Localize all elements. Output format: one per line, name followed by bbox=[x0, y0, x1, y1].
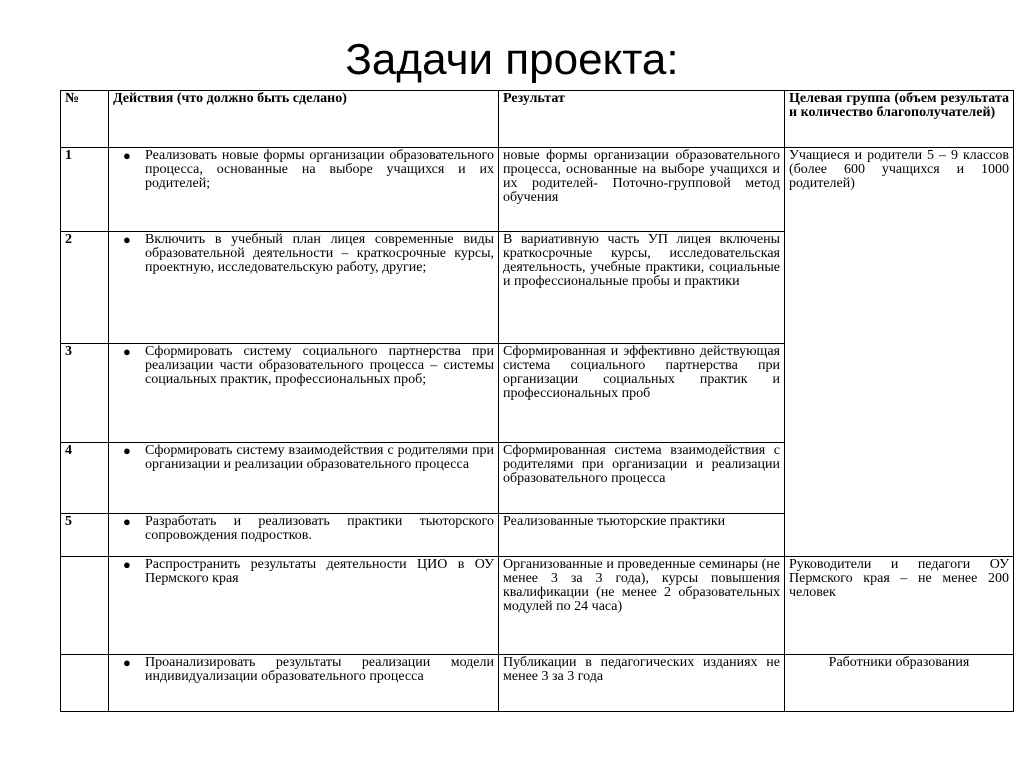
action-cell bbox=[109, 655, 499, 712]
result-cell: Реализованные тьюторские практики bbox=[499, 514, 785, 557]
bullet-dot-icon: ● bbox=[123, 443, 131, 458]
action-text: Проанализировать результаты реализации модели индивидуализации образовательного процесса bbox=[145, 655, 494, 684]
action-text: Сформировать систему социального партнерства при реализации части образовательного процесса – системы социальных практик, профессиональных проб; bbox=[145, 344, 494, 387]
target-cell bbox=[785, 655, 1014, 712]
bullet-dot-icon: ● bbox=[123, 514, 131, 529]
bullet-dot-icon: ● bbox=[123, 557, 131, 572]
action-cell bbox=[109, 148, 499, 232]
target-cell: Руководители и педагоги ОУ Пермского края – не менее 200 человек bbox=[785, 557, 1014, 655]
table-row bbox=[61, 557, 1014, 655]
action-text: Распространить результаты деятельности ЦИО в ОУ Пермского края bbox=[145, 557, 494, 586]
page-title: Задачи проекта: bbox=[345, 35, 679, 84]
result-cell: Сформированная система взаимодействия с родителями при организации и реализации образовательного процесса bbox=[499, 443, 785, 514]
tasks-table bbox=[60, 90, 1014, 712]
table-row bbox=[61, 655, 1014, 712]
action-cell bbox=[109, 344, 499, 443]
result-cell: Организованные и проведенные семинары (не менее 3 за 3 года), курсы повышения квалификации (не менее 2 образовательных модулей по 24 часа) bbox=[499, 557, 785, 655]
action-cell bbox=[109, 232, 499, 344]
row-number: 4 bbox=[61, 443, 109, 514]
row-number: 5 bbox=[61, 514, 109, 557]
row-number: 3 bbox=[61, 344, 109, 443]
action-cell bbox=[109, 557, 499, 655]
action-text: Включить в учебный план лицея современные виды образовательной деятельности – краткосрочные курсы, проектную, исследовательскую работу, другие; bbox=[145, 232, 494, 275]
action-text: Реализовать новые формы организации образовательного процесса, основанные на выборе учащихся и их родителей; bbox=[145, 148, 494, 191]
action-text: Сформировать систему взаимодействия с родителями при организации и реализации образовательного процесса bbox=[145, 443, 494, 472]
bullet-dot-icon: ● bbox=[123, 148, 131, 163]
bullet-dot-icon: ● bbox=[123, 655, 131, 670]
header-actions: Действия (что должно быть сделано) bbox=[109, 91, 499, 148]
row-number bbox=[61, 655, 109, 712]
action-cell bbox=[109, 514, 499, 557]
target-cell: Учащиеся и родители 5 – 9 классов (более 600 учащихся и 1000 родителей) bbox=[785, 148, 1014, 557]
action-text: Разработать и реализовать практики тьюторского сопровождения подростков. bbox=[145, 514, 494, 543]
result-cell: В вариативную часть УП лицея включены краткосрочные курсы, исследовательская деятельность, учебные практики, социальные и профессиональные пробы и практики bbox=[499, 232, 785, 344]
action-cell bbox=[109, 443, 499, 514]
row-number: 1 bbox=[61, 148, 109, 232]
table-row bbox=[61, 148, 1014, 232]
header-num: № bbox=[61, 91, 109, 148]
result-cell: Публикации в педагогических изданиях не менее 3 за 3 года bbox=[499, 655, 785, 712]
target-text: Работники образования bbox=[828, 655, 970, 670]
header-result: Результат bbox=[499, 91, 785, 148]
result-cell: Сформированная и эффективно действующая система социального партнерства при организации социальных практик и профессиональных проб bbox=[499, 344, 785, 443]
bullet-dot-icon: ● bbox=[123, 232, 131, 247]
result-cell: новые формы организации образовательного процесса, основанные на выборе учащихся и их родителей- Поточно-групповой метод обучения bbox=[499, 148, 785, 232]
table-header-row bbox=[61, 91, 1014, 148]
header-target: Целевая группа (объем результата и количество благополучателей) bbox=[785, 91, 1014, 148]
bullet-dot-icon: ● bbox=[123, 344, 131, 359]
row-number: 2 bbox=[61, 232, 109, 344]
row-number bbox=[61, 557, 109, 655]
